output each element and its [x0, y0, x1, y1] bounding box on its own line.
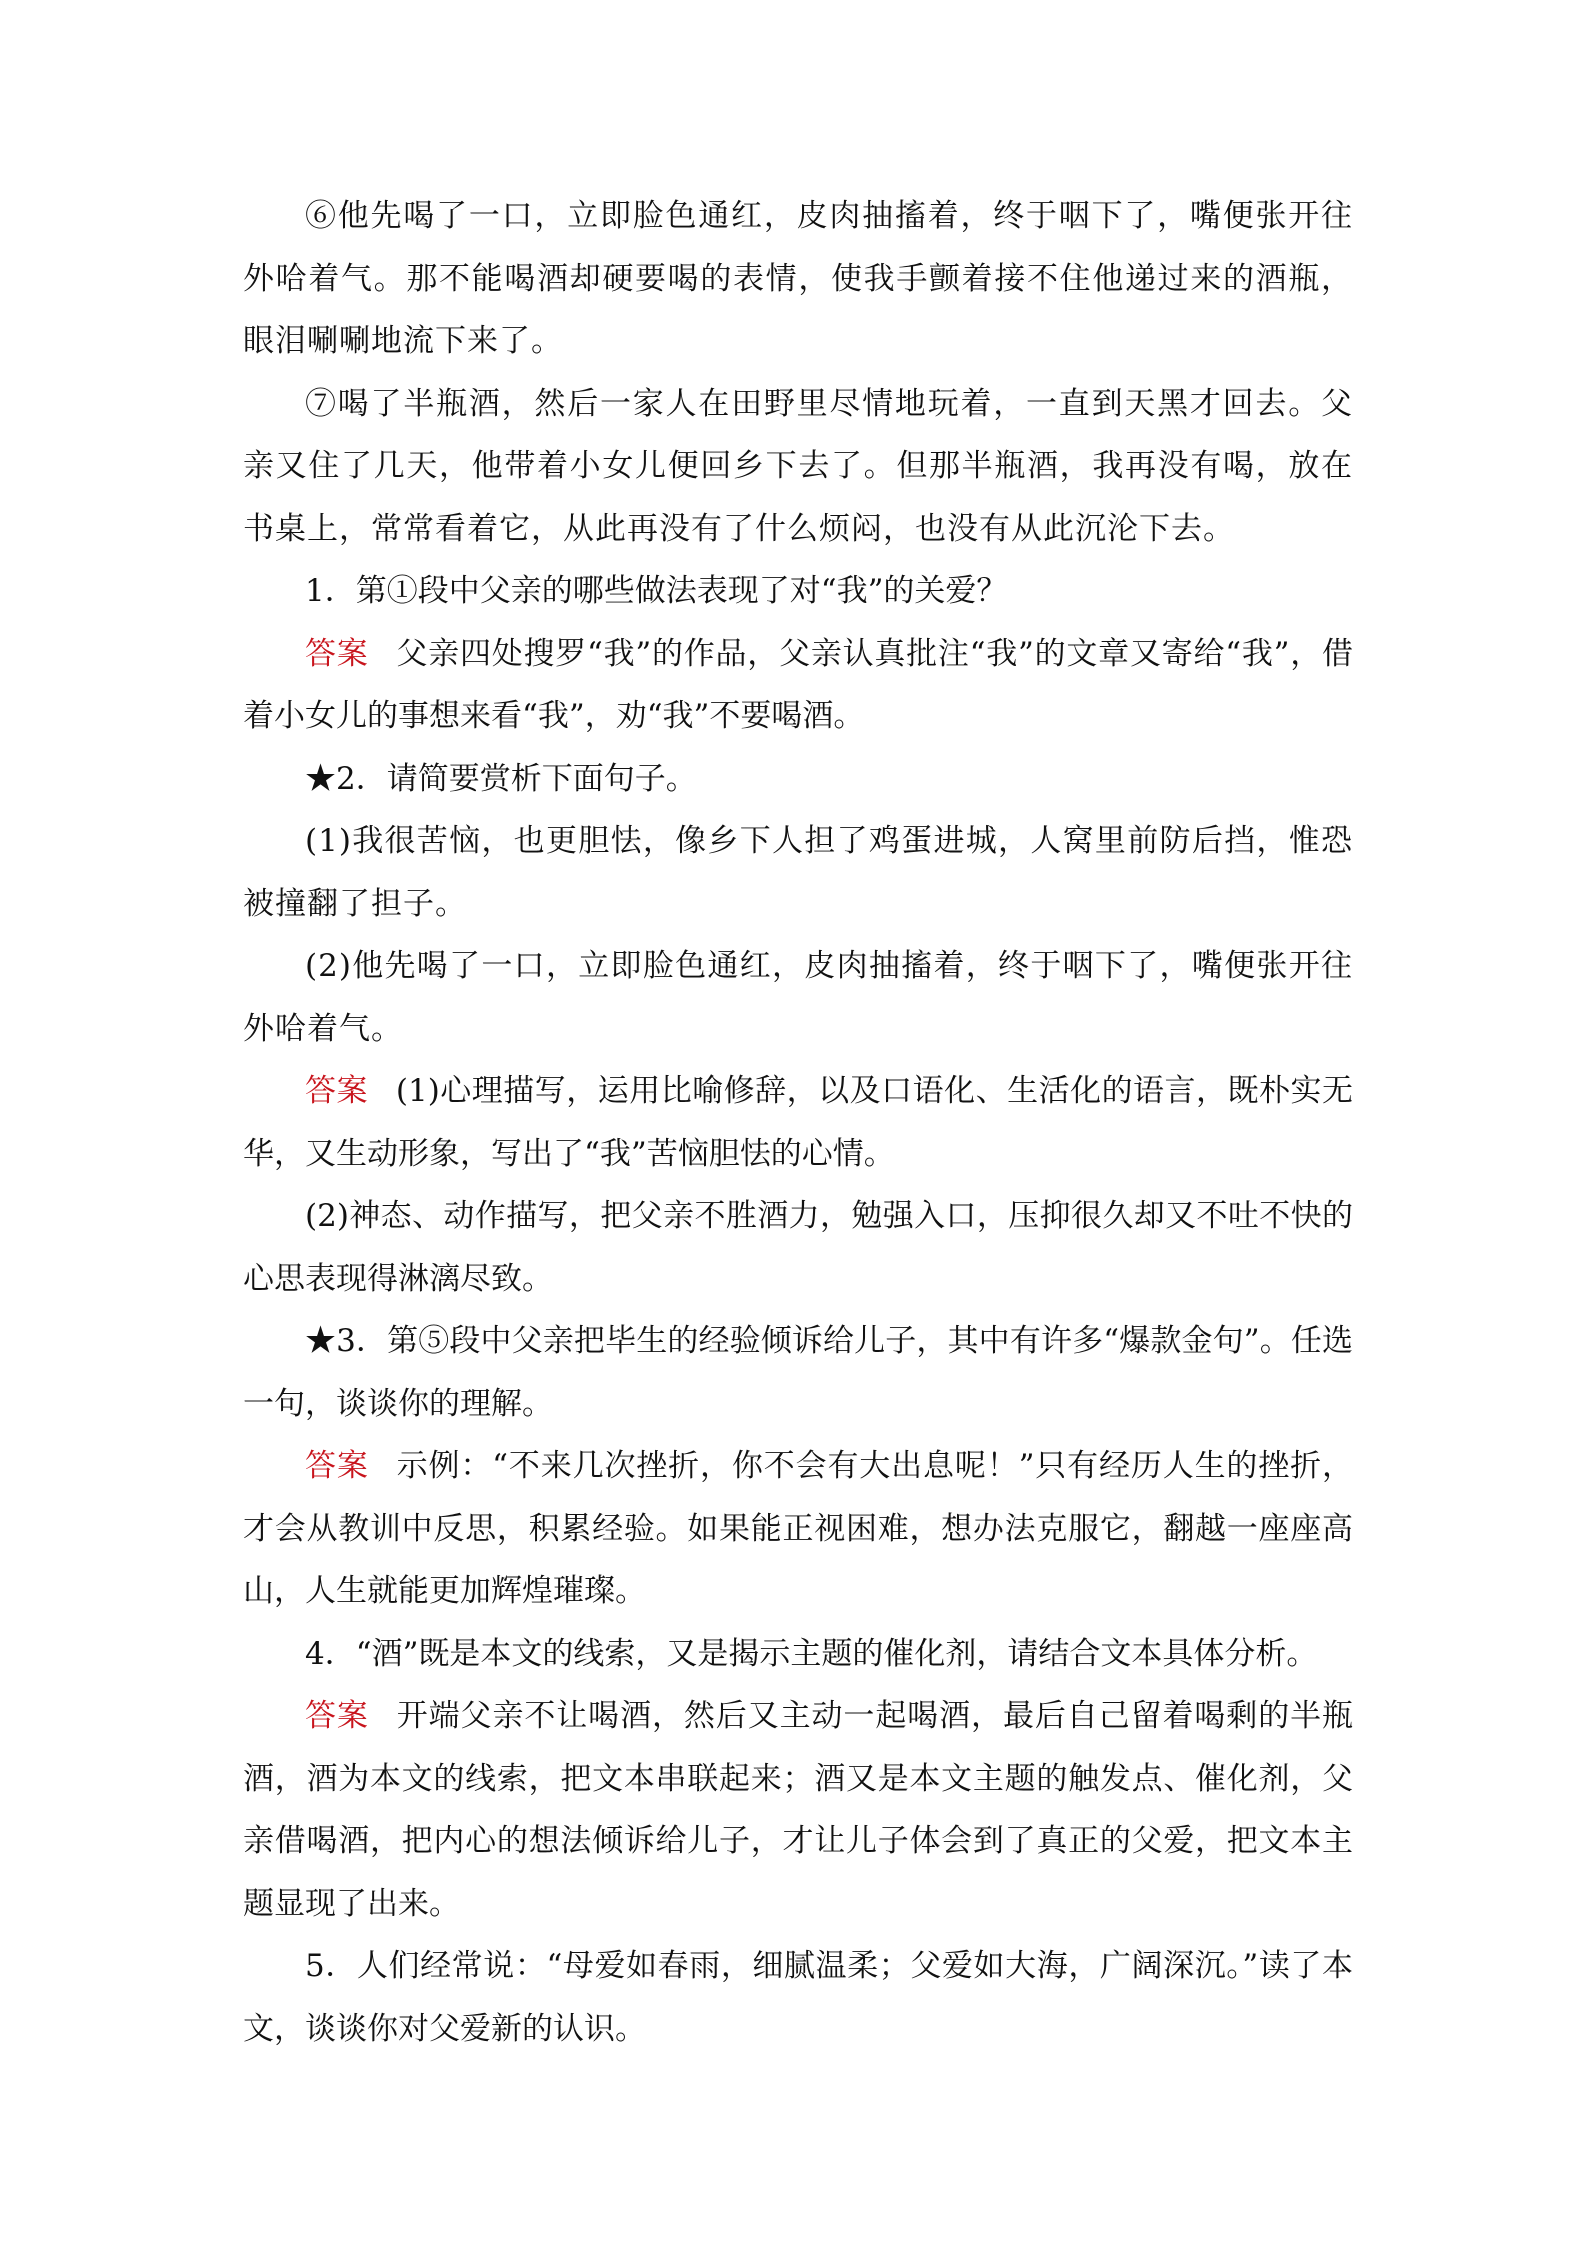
question-5: 5．人们经常说：“母爱如春雨，细腻温柔；父爱如大海，广阔深沉。”读了本文，谈谈你对父爱新的认识。 [243, 1948, 1353, 2047]
question-4: 4．“酒”既是本文的线索，又是揭示主题的催化剂，请结合文本具体分析。 [305, 1635, 1318, 1672]
answer-2-part-2: (2)神态、动作描写，把父亲不胜酒力，勉强入口，压抑很久却又不吐不快的心思表现得淋漓尽致。 [243, 1198, 1353, 1297]
answer-4 [243, 1685, 1353, 1935]
answer-1 [243, 623, 1353, 748]
question-2-sentence-1: (1)我很苦恼，也更胆怯，像乡下人担了鸡蛋进城，人窝里前防后挡，惟恐被撞翻了担子。 [243, 823, 1353, 922]
answer-label: 答案 [305, 1698, 369, 1734]
question-2: ★2．请简要赏析下面句子。 [305, 760, 697, 797]
document-page [243, 185, 1353, 2060]
question-2-sentence-2: (2)他先喝了一口，立即脸色通红，皮肉抽搐着，终于咽下了，嘴便张开往外哈着气。 [243, 948, 1353, 1047]
question-3: ★3．第⑤段中父亲把毕生的经验倾诉给儿子，其中有许多“爆款金句”。任选一句，谈谈你的理解。 [243, 1323, 1353, 1422]
question-1: 1．第①段中父亲的哪些做法表现了对“我”的关爱？ [305, 573, 1008, 609]
answer-text: (1)心理描写，运用比喻修辞，以及口语化、生活化的语言，既朴实无华，又生动形象，写出了“我”苦恼胆怯的心情。 [243, 1073, 1353, 1172]
answer-label: 答案 [305, 1073, 368, 1109]
answer-3 [243, 1435, 1353, 1623]
passage-paragraph-6: ⑥他先喝了一口，立即脸色通红，皮肉抽搐着，终于咽下了，嘴便张开往外哈着气。那不能喝酒却硬要喝的表情，使我手颤着接不住他递过来的酒瓶，眼泪唰唰地流下来了。 [243, 198, 1353, 359]
answer-label: 答案 [305, 1448, 369, 1484]
answer-text: 开端父亲不让喝酒，然后又主动一起喝酒，最后自己留着喝剩的半瓶酒，酒为本文的线索，把文本串联起来；酒又是本文主题的触发点、催化剂，父亲借喝酒，把内心的想法倾诉给儿子，才让儿子体会到了真正的父爱，把文本主题显现了出来。 [243, 1698, 1354, 1922]
answer-text: 父亲四处搜罗“我”的作品，父亲认真批注“我”的文章又寄给“我”，借着小女儿的事想来看“我”，劝“我”不要喝酒。 [243, 635, 1353, 734]
passage-paragraph-7: ⑦喝了半瓶酒，然后一家人在田野里尽情地玩着，一直到天黑才回去。父亲又住了几天，他带着小女儿便回乡下去了。但那半瓶酒，我再没有喝，放在书桌上，常常看着它，从此再没有了什么烦闷，也没有从此沉沦下去。 [243, 385, 1353, 547]
answer-text: 示例：“不来几次挫折，你不会有大出息呢！”只有经历人生的挫折，才会从教训中反思，积累经验。如果能正视困难，想办法克服它，翻越一座座高山，人生就能更加辉煌璀璨。 [243, 1448, 1353, 1609]
answer-2 [243, 1060, 1353, 1185]
answer-label: 答案 [305, 635, 369, 672]
